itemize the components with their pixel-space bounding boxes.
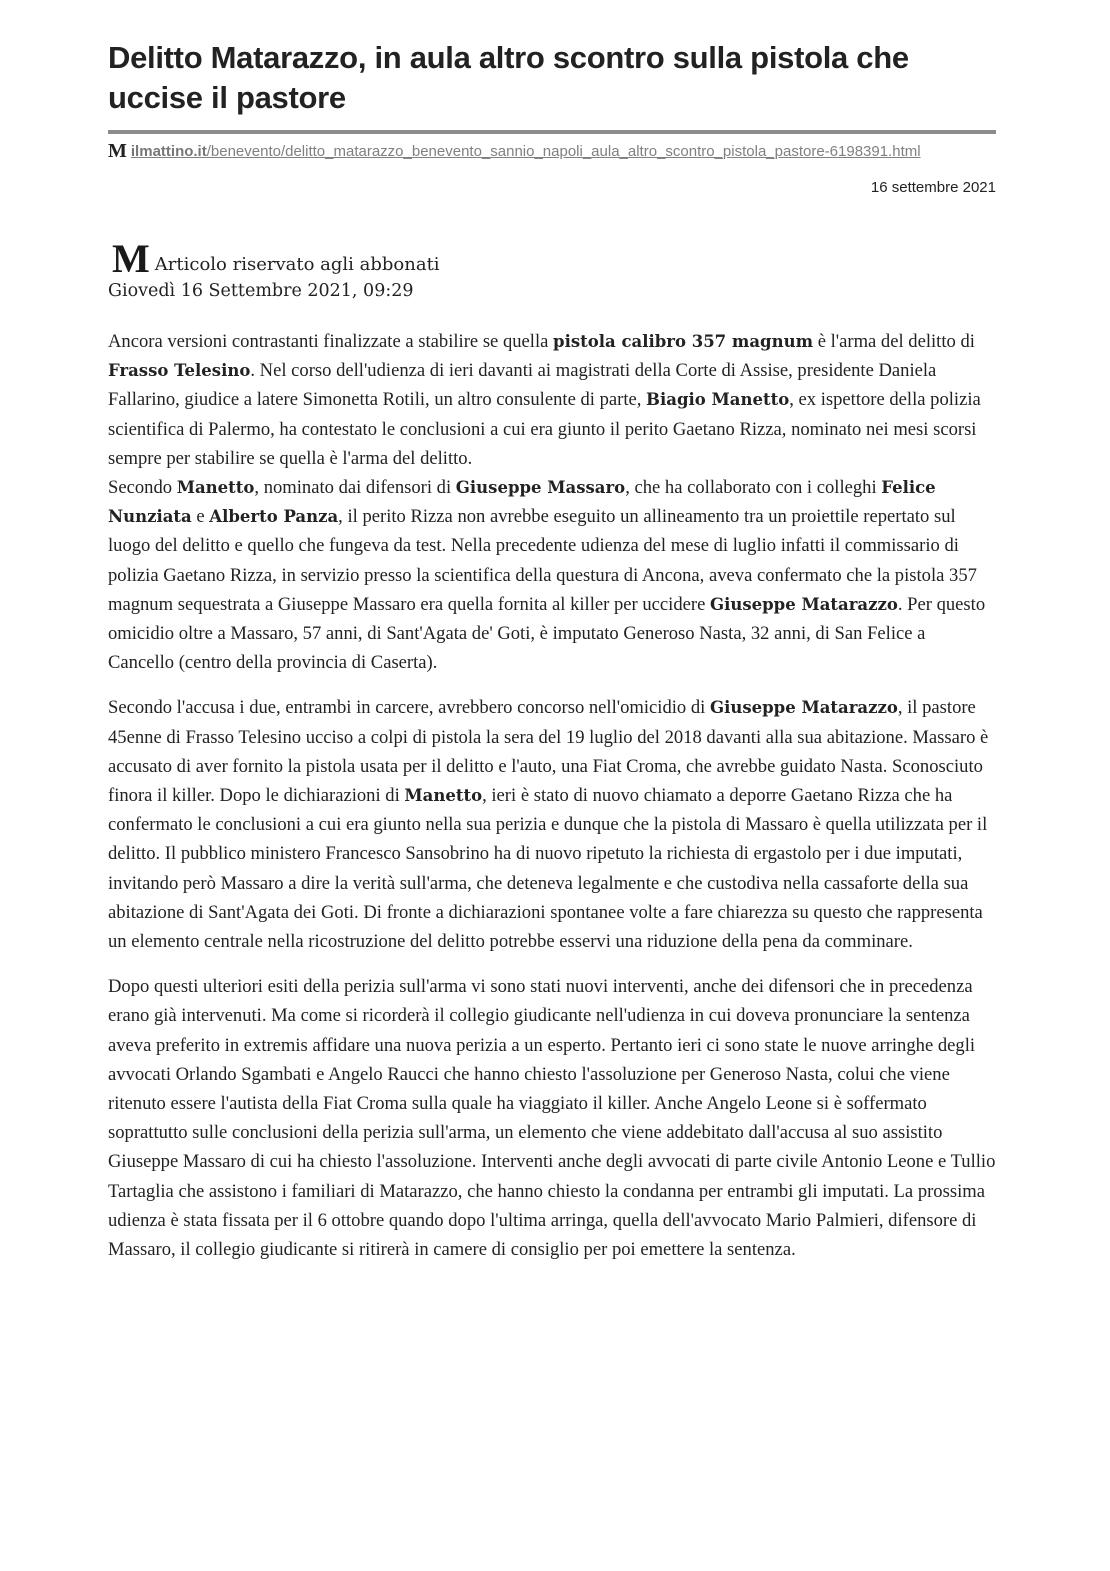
- text-run: è l'arma del delitto di: [813, 331, 975, 352]
- article-title: Delitto Matarazzo, in aula altro scontro sulla pistola che uccise il pastore: [108, 40, 909, 115]
- bold-text-run: Giuseppe Matarazzo: [709, 594, 898, 614]
- source-domain: ilmattino.it: [130, 143, 207, 160]
- bold-text-run: Giuseppe Massaro: [455, 478, 626, 498]
- bold-text-run: pistola calibro 357 magnum: [553, 332, 814, 351]
- text-run: , il pastore 45enne di Frasso Telesino ucciso a colpi di pistola la sera del 19 luglio del 2018 davanti alla sua abitazione. Massaro è accusato di aver fornito la pistola usata per il delitto e l'auto, una Fiat Croma, che avrebbe guidato Nasta. Sconosciuto finora il killer. Dopo le dichiarazioni di: [108, 697, 989, 807]
- source-path: /benevento/delitto_matarazzo_benevento_sannio_napoli_aula_altro_scontro_pistola_pastore-6198391.html: [206, 143, 921, 160]
- text-run: Dopo questi ulteriori esiti della perizia sull'arma vi sono stati nuovi interventi, anche dei difensori che in precedenza erano già intervenuti. Ma come si ricorderà il collegio giudicante nell'udienza in cui doveva pronunciare la sentenza aveva preferito in extremis affidare una nuova perizia a un esperto. Pertanto ieri ci sono state le nuove arringhe degli avvocati Orlando Sgambati e Angelo Raucci che hanno chiesto l'assoluzione per Generoso Nasta, colui che viene ritenuto essere l'autista della Fiat Croma sulla quale ha viaggiato il killer. Anche Angelo Leone si è soffermato soprattutto sulle conclusioni della perizia sull'arma, un elemento che viene addebitato dall'accusa al suo assistito Giuseppe Massaro di cui ha chiesto l'assoluzione. Interventi anche degli avvocati di parte civile Antonio Leone e Tullio Tartaglia che assistono i familiari di Matarazzo, che hanno chiesto la condanna per entrambi gli imputati. La prossima udienza è stata fissata per il 6 ottobre quando dopo l'ultima arringa, quella dell'avvocato Mario Palmieri, difensore di Massaro, il collegio giudicante si ritirerà in camere di consiglio per poi emettere la sentenza.: [108, 976, 996, 1261]
- text-run: . Nel corso dell'udienza di ieri davanti ai magistrati della Corte di Assise, presidente Daniela Fallarino, giudice a latere Simonetta Rotili, un altro consulente di parte,: [108, 360, 937, 411]
- subscriber-label: Articolo riservato agli abbonati: [154, 254, 440, 275]
- publish-datetime: Giovedì 16 Settembre 2021, 09:29: [108, 281, 414, 301]
- source-line: [108, 141, 996, 162]
- text-run: Ancora versioni contrastanti finalizzate a stabilire se quella: [108, 331, 554, 352]
- bold-text-run: Manetto: [176, 478, 255, 498]
- article-meta: [108, 236, 996, 303]
- print-date: 16 settembre 2021: [870, 179, 996, 196]
- article-body: [108, 327, 996, 1264]
- text-run: Secondo: [108, 477, 177, 499]
- text-run: , il perito Rizza non avrebbe eseguito un allineamento tra un proiettile repertato sul luogo del delitto e quello che fungeva da test. Nella precedente udienza del mese di luglio infatti il commissario di polizia Gaetano Rizza, in servizio presso la scientifica della questura di Ancona, aveva confermato che la pistola 357 magnum sequestrata a Giuseppe Massaro era quella fornita al killer per uccidere: [108, 506, 977, 615]
- il-mattino-m-icon: M: [112, 236, 149, 281]
- bold-text-run: Giuseppe Matarazzo: [709, 698, 898, 718]
- bold-text-run: Frasso Telesino: [108, 361, 251, 381]
- article-page: [108, 38, 996, 1280]
- text-run: , ex ispettore della polizia scientifica di Palermo, ha contestato le conclusioni a cui era giunto il perito Gaetano Rizza, nominato nei mesi scorsi sempre per stabilire se quella è l'arma del delitto.: [108, 389, 981, 469]
- article-paragraph: [108, 327, 996, 677]
- bold-text-run: Biagio Manetto: [646, 390, 790, 410]
- bold-text-run: Alberto Panza: [209, 507, 339, 527]
- text-run: . Per questo omicidio oltre a Massaro, 57 anni, di Sant'Agata de' Goti, è imputato Generoso Nasta, 32 anni, di San Felice a Cancello (centro della provincia di Caserta).: [108, 593, 986, 674]
- bold-text-run: Manetto: [404, 786, 483, 806]
- source-link[interactable]: [131, 143, 921, 160]
- text-run: e: [191, 506, 210, 528]
- text-run: , nominato dai difensori di: [254, 477, 456, 499]
- title-divider: [108, 130, 996, 134]
- text-run: , ieri è stato di nuovo chiamato a deporre Gaetano Rizza che ha confermato le conclusioni a cui era giunto nella sua perizia e dunque che la pistola di Massaro è quella utilizzata per il delitto. Il pubblico ministero Francesco Sansobrino ha di nuovo ripetuto la richiesta di ergastolo per i due imputati, invitando però Massaro a dire la verità sull'arma, che deteneva legalmente e che custodiva nella cassaforte della sua abitazione di Sant'Agata dei Goti. Di fronte a dichiarazioni spontanee volte a fare chiarezza su questo che rappresenta un elemento centrale nella ricostruzione del delitto potrebbe esservi una riduzione della pena da comminare.: [108, 785, 988, 953]
- text-run: Secondo l'accusa i due, entrambi in carcere, avrebbero concorso nell'omicidio di: [108, 697, 710, 719]
- il-mattino-logo-icon: M: [108, 140, 127, 162]
- text-run: , che ha collaborato con i colleghi: [625, 477, 882, 499]
- bold-text-run: Felice Nunziata: [108, 478, 936, 527]
- article-paragraph: [108, 693, 996, 956]
- article-paragraph: [108, 972, 996, 1264]
